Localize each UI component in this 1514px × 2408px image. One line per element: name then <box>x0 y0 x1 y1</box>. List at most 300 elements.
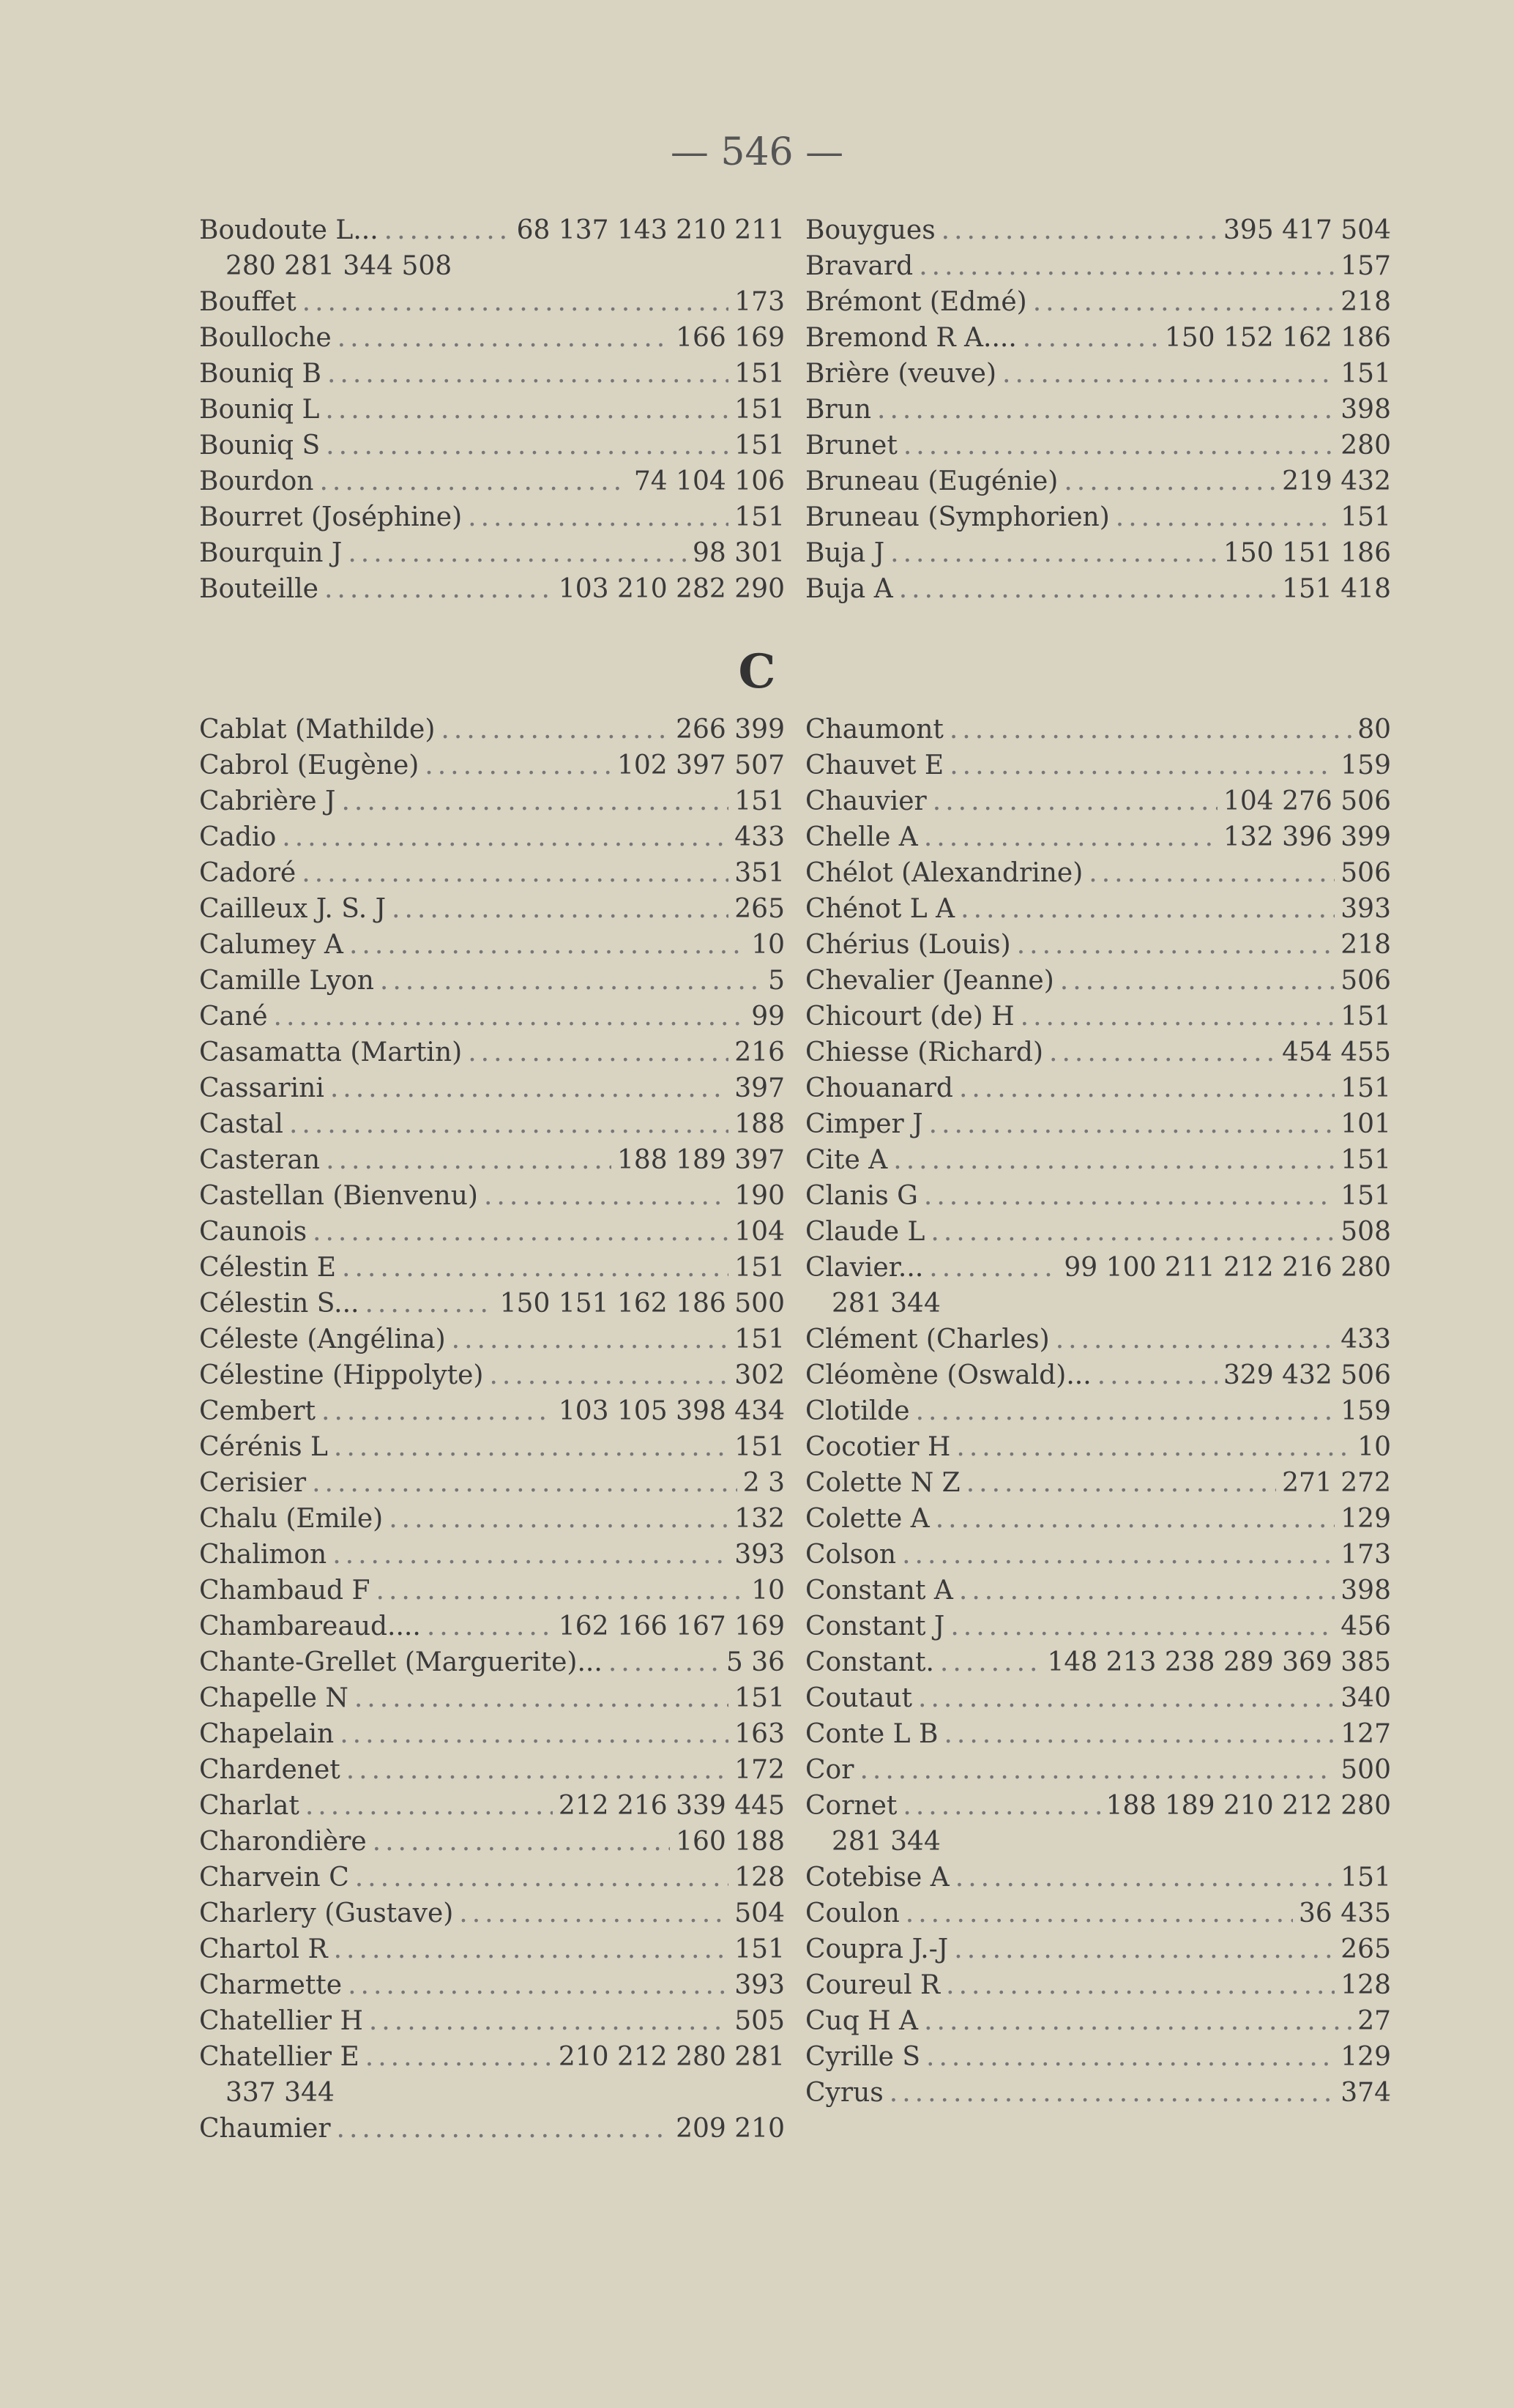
dot-leader <box>337 2111 671 2147</box>
index-entry-line <box>805 1178 1391 1214</box>
dot-leader <box>608 1644 720 1680</box>
dot-leader <box>933 783 1217 819</box>
index-entry-pages: 219 432 <box>1282 466 1391 496</box>
dot-leader <box>859 1752 1335 1788</box>
index-entry-name: Clotilde <box>805 1396 910 1426</box>
index-entry <box>199 1429 785 1465</box>
index-entry-line <box>805 2039 1391 2075</box>
index-entry-pages: 210 212 280 281 <box>558 2042 785 2072</box>
index-entry-line <box>805 1106 1391 1142</box>
index-entry <box>805 1035 1391 1070</box>
dot-leader <box>305 1788 553 1824</box>
index-entry-pages: 2 3 <box>742 1468 785 1498</box>
index-entry <box>805 1393 1391 1429</box>
dot-leader <box>940 1644 1042 1680</box>
index-entry-line <box>199 1322 785 1357</box>
index-entry <box>199 356 785 392</box>
index-entry <box>805 1214 1391 1250</box>
index-entry-pages: 104 276 506 <box>1223 786 1391 816</box>
index-entry-pages: 395 417 504 <box>1223 215 1391 245</box>
index-entry <box>805 999 1391 1035</box>
dot-leader <box>1002 356 1335 392</box>
index-entry <box>199 712 785 748</box>
index-entry-name: Chambaud F <box>199 1576 370 1606</box>
dot-leader <box>327 356 728 392</box>
index-entry <box>199 2111 785 2147</box>
index-entry <box>199 1501 785 1537</box>
index-entry-pages: 151 <box>1340 1181 1391 1211</box>
index-entry-name: Cadio <box>199 822 277 852</box>
index-entry-name: Cabrière J <box>199 786 336 816</box>
index-entry <box>805 1788 1391 1860</box>
index-entry-line <box>199 1106 785 1142</box>
index-entry <box>199 855 785 891</box>
index-entry-line <box>199 1716 785 1752</box>
index-entry-name: Casamatta (Martin) <box>199 1037 463 1067</box>
index-entry-name: Charlat <box>199 1791 299 1821</box>
dot-leader <box>332 1537 728 1573</box>
index-entry <box>805 284 1391 320</box>
index-entry-pages: 506 <box>1340 966 1391 996</box>
dot-leader <box>893 1142 1335 1178</box>
index-entry-name: Constant A <box>805 1576 953 1606</box>
index-entry-name: Célestine (Hippolyte) <box>199 1360 484 1390</box>
index-entry <box>805 571 1391 607</box>
index-entry-pages: 456 <box>1340 1611 1391 1641</box>
index-entry-line <box>805 1609 1391 1644</box>
index-entry-pages: 393 <box>734 1540 785 1570</box>
index-entry-line <box>199 284 785 320</box>
index-entry-line <box>805 1752 1391 1788</box>
index-entry <box>805 212 1391 248</box>
dot-leader <box>924 819 1217 855</box>
index-entry-name: Chalu (Emile) <box>199 1504 384 1534</box>
index-entry-name: Chardenet <box>199 1755 340 1785</box>
index-entry-line <box>199 1931 785 1967</box>
index-entry-pages: 212 216 339 445 <box>558 1791 785 1821</box>
index-entry-pages: 506 <box>1340 858 1391 888</box>
index-entry-line <box>199 2111 785 2147</box>
dot-leader <box>1116 499 1335 535</box>
index-entry-line <box>805 1070 1391 1106</box>
index-entry-name: Chelle A <box>805 822 918 852</box>
index-entry-pages: 188 189 397 <box>616 1145 785 1175</box>
dot-leader <box>936 1501 1335 1537</box>
index-entry-line <box>805 356 1391 392</box>
index-entry-line <box>199 463 785 499</box>
index-entry-pages: 10 <box>1357 1432 1391 1462</box>
index-entry <box>199 535 785 571</box>
index-entry <box>199 1573 785 1609</box>
dot-leader <box>929 1250 1058 1286</box>
index-entry-name: Cerisier <box>199 1468 307 1498</box>
dot-leader <box>334 1931 729 1967</box>
index-entry-pages: 151 <box>1340 1145 1391 1175</box>
dot-leader <box>302 855 728 891</box>
dot-leader <box>959 1070 1335 1106</box>
dot-leader <box>1089 855 1335 891</box>
index-entry-pages: 104 <box>734 1217 785 1247</box>
index-entry-name: Chalimon <box>199 1540 327 1570</box>
dot-leader <box>274 999 746 1035</box>
index-entry-name: Bouteille <box>199 574 318 604</box>
index-entry-line <box>805 1573 1391 1609</box>
index-entry-line <box>199 392 785 428</box>
index-entry-name: Chapelle N <box>199 1683 348 1713</box>
dot-leader <box>376 1573 746 1609</box>
index-entry-name: Cembert <box>199 1396 316 1426</box>
dot-leader <box>459 1896 728 1931</box>
index-entry-line <box>805 1142 1391 1178</box>
index-entry <box>805 748 1391 783</box>
index-entry-name: Bourdon <box>199 466 314 496</box>
index-entry-name: Cérénis L <box>199 1432 328 1462</box>
index-entry-name: Charondière <box>199 1827 367 1857</box>
dot-leader <box>282 819 728 855</box>
index-entry <box>805 356 1391 392</box>
index-entry <box>199 1142 785 1178</box>
index-entry-line <box>805 571 1391 607</box>
index-entry-pages-continued: 281 344 <box>832 1827 941 1857</box>
index-entry <box>199 1967 785 2003</box>
index-entry-line <box>199 1429 785 1465</box>
dot-leader <box>1023 320 1159 356</box>
dot-leader <box>484 1178 728 1214</box>
index-entry <box>199 1465 785 1501</box>
index-entry-pages: 101 <box>1340 1109 1391 1139</box>
index-entry-pages: 163 <box>734 1719 785 1749</box>
index-entry-name: Célestin E <box>199 1253 337 1283</box>
dot-leader <box>919 248 1335 284</box>
index-entry-line <box>805 1931 1391 1967</box>
index-entry-line <box>199 927 785 963</box>
dot-leader <box>380 963 762 999</box>
index-entry <box>199 1178 785 1214</box>
index-entry-pages: 151 <box>1340 502 1391 532</box>
dot-leader <box>902 1537 1335 1573</box>
index-entry <box>805 2003 1391 2039</box>
index-entry <box>805 1322 1391 1357</box>
section-letter-heading: C <box>738 644 776 699</box>
index-entry-line <box>199 819 785 855</box>
index-entry <box>805 1680 1391 1716</box>
index-entry-pages: 433 <box>734 822 785 852</box>
index-entry-line <box>805 212 1391 248</box>
index-entry-name: Bremond R A.... <box>805 323 1017 353</box>
index-entry-line <box>805 1537 1391 1573</box>
index-entry-name: Charvein C <box>199 1863 349 1893</box>
index-entry-name: Cadoré <box>199 858 297 888</box>
index-entry-pages: 374 <box>1340 2078 1391 2108</box>
index-entry-name: Cléomène (Oswald)... <box>805 1360 1092 1390</box>
index-entry-line <box>199 1788 785 1824</box>
index-entry <box>805 1501 1391 1537</box>
index-entry-line <box>805 963 1391 999</box>
index-entry-line <box>805 1357 1391 1393</box>
index-entry-pages: 150 152 162 186 <box>1164 323 1391 353</box>
index-entry <box>805 1357 1391 1393</box>
index-entry-pages: 393 <box>734 1970 785 2000</box>
index-entry-pages: 127 <box>1340 1719 1391 1749</box>
dot-leader <box>319 463 627 499</box>
dot-leader <box>950 748 1335 783</box>
index-entry <box>199 1609 785 1644</box>
index-entry-name: Chevalier (Jeanne) <box>805 966 1054 996</box>
dot-leader <box>946 1967 1335 2003</box>
dot-leader <box>916 1393 1335 1429</box>
index-entry-pages: 151 <box>734 1253 785 1283</box>
index-entry-line <box>805 1788 1391 1824</box>
index-entry <box>199 1788 785 1824</box>
index-entry-line <box>805 819 1391 855</box>
index-entry <box>199 2003 785 2039</box>
index-entry-name: Chapelain <box>199 1719 335 1749</box>
index-entry-name: Boudoute L... <box>199 215 378 245</box>
index-entry <box>805 855 1391 891</box>
index-entry-name: Bourret (Joséphine) <box>199 502 463 532</box>
index-entry-line <box>199 1501 785 1537</box>
index-entry-name: Chante-Grellet (Marguerite)... <box>199 1647 603 1677</box>
dot-leader <box>369 2003 728 2039</box>
index-entry <box>805 891 1391 927</box>
dot-leader <box>312 1465 737 1501</box>
dot-leader <box>365 2039 553 2075</box>
dot-leader <box>1056 1322 1335 1357</box>
index-entry-pages: 500 <box>1340 1755 1391 1785</box>
index-entry-name: Caunois <box>199 1217 307 1247</box>
index-entry <box>199 891 785 927</box>
index-entry-line <box>199 2003 785 2039</box>
index-entry-pages-continued: 337 344 <box>225 2078 335 2108</box>
index-entry-pages: 266 399 <box>676 715 785 745</box>
dot-leader <box>1097 1357 1217 1393</box>
index-entry-name: Brunet <box>805 430 898 461</box>
index-entry <box>805 1070 1391 1106</box>
dot-leader <box>966 1465 1276 1501</box>
index-entry-name: Céleste (Angélina) <box>199 1324 446 1354</box>
dot-leader <box>441 712 670 748</box>
index-entry <box>805 1860 1391 1896</box>
index-entry <box>199 2039 785 2111</box>
index-entry-pages: 132 <box>734 1504 785 1534</box>
index-entry-line <box>199 571 785 607</box>
index-entry-pages: 280 <box>1340 430 1391 461</box>
index-entry-pages: 151 418 <box>1282 574 1391 604</box>
index-entry-name: Bouniq S <box>199 430 321 461</box>
dot-leader <box>961 891 1335 927</box>
index-entry <box>805 2039 1391 2075</box>
page-number: — 546 — <box>670 130 844 174</box>
index-column-b-left <box>199 212 785 607</box>
index-entry-name: Chérius (Louis) <box>805 930 1011 960</box>
index-entry-pages: 5 <box>768 966 785 996</box>
index-entry-line <box>805 428 1391 463</box>
index-entry-pages: 398 <box>1340 1576 1391 1606</box>
dot-leader <box>373 1824 670 1860</box>
index-entry-line <box>805 1465 1391 1501</box>
index-entry-name: Chélot (Alexandrine) <box>805 858 1084 888</box>
index-entry-pages: 151 <box>734 359 785 389</box>
dot-leader <box>326 428 728 463</box>
index-entry-pages: 27 <box>1357 2006 1391 2036</box>
index-entry-line <box>805 891 1391 927</box>
index-entry-pages: 151 <box>734 1683 785 1713</box>
index-entry-pages: 129 <box>1340 1504 1391 1534</box>
index-entry-name: Coureul R <box>805 1970 941 2000</box>
dot-leader <box>452 1322 729 1357</box>
dot-leader <box>1033 284 1335 320</box>
index-entry-line <box>805 1644 1391 1680</box>
index-entry-line <box>805 1214 1391 1250</box>
index-entry-name: Cite A <box>805 1145 888 1175</box>
dot-leader <box>959 1573 1335 1609</box>
index-entry-pages: 216 <box>734 1037 785 1067</box>
index-entry-pages: 329 432 506 <box>1223 1360 1391 1390</box>
index-entry <box>199 748 785 783</box>
index-entry <box>805 783 1391 819</box>
index-entry-line <box>805 1680 1391 1716</box>
dot-leader <box>489 1357 728 1393</box>
dot-leader <box>1064 463 1276 499</box>
index-entry <box>805 1967 1391 2003</box>
index-entry <box>805 1537 1391 1573</box>
index-entry-name: Coulon <box>805 1898 900 1928</box>
index-entry-line <box>805 927 1391 963</box>
index-entry-line <box>199 499 785 535</box>
index-entry-line <box>805 1896 1391 1931</box>
index-entry-pages: 151 <box>1340 1073 1391 1103</box>
index-entry-line <box>805 1860 1391 1896</box>
index-entry <box>199 1680 785 1716</box>
index-entry-line <box>805 499 1391 535</box>
index-entry <box>805 1896 1391 1931</box>
index-entry <box>199 1214 785 1250</box>
index-entry <box>805 1931 1391 1967</box>
index-entry <box>199 819 785 855</box>
index-entry-pages: 504 <box>734 1898 785 1928</box>
index-entry-name: Clanis G <box>805 1181 918 1211</box>
index-entry-pages: 10 <box>751 930 785 960</box>
dot-leader <box>313 1214 728 1250</box>
index-entry-name: Claude L <box>805 1217 925 1247</box>
index-entry-line <box>805 1250 1391 1286</box>
index-entry-name: Bouniq L <box>199 395 320 425</box>
index-entry-name: Buja J <box>805 538 885 568</box>
index-entry-line <box>199 1070 785 1106</box>
index-entry-pages: 398 <box>1340 395 1391 425</box>
dot-leader <box>950 712 1351 748</box>
index-entry-pages: 162 166 167 169 <box>558 1611 785 1641</box>
index-entry-name: Cabrol (Eugène) <box>199 750 419 780</box>
index-entry-name: Clavier... <box>805 1253 924 1283</box>
index-entry-line <box>199 1178 785 1214</box>
index-entry-pages: 151 <box>1340 1002 1391 1032</box>
index-entry <box>199 1896 785 1931</box>
index-entry <box>805 1178 1391 1214</box>
dot-leader <box>348 1967 728 2003</box>
dot-leader <box>355 1860 729 1896</box>
index-entry <box>805 248 1391 284</box>
index-entry-pages: 209 210 <box>676 2114 785 2144</box>
index-entry-name: Colette A <box>805 1504 930 1534</box>
index-entry-pages: 508 <box>1340 1217 1391 1247</box>
index-entry-pages: 433 <box>1340 1324 1391 1354</box>
index-entry-name: Clément (Charles) <box>805 1324 1050 1354</box>
index-entry <box>805 428 1391 463</box>
index-entry-name: Chartol R <box>199 1934 328 1964</box>
index-entry-line <box>199 1250 785 1286</box>
index-entry-pages: 10 <box>751 1576 785 1606</box>
index-entry-pages: 151 <box>734 395 785 425</box>
index-entry-name: Cocotier H <box>805 1432 951 1462</box>
index-entry-line <box>805 2075 1391 2111</box>
index-entry-line <box>199 783 785 819</box>
index-entry-pages: 454 455 <box>1282 1037 1391 1067</box>
index-entry-name: Chaumier <box>199 2114 331 2144</box>
dot-leader <box>425 748 611 783</box>
index-entry-line <box>199 212 785 248</box>
index-entry-pages: 151 <box>734 430 785 461</box>
dot-leader <box>289 1106 728 1142</box>
index-entry <box>199 1250 785 1286</box>
index-entry-name: Cablat (Mathilde) <box>199 715 436 745</box>
index-entry-name: Castellan (Bienvenu) <box>199 1181 478 1211</box>
dot-leader <box>349 927 745 963</box>
index-entry-line <box>805 712 1391 748</box>
index-entry-line <box>199 428 785 463</box>
index-entry-line <box>805 855 1391 891</box>
dot-leader <box>924 2003 1351 2039</box>
index-entry-pages: 340 <box>1340 1683 1391 1713</box>
dot-leader <box>325 392 728 428</box>
index-entry-name: Cornet <box>805 1791 898 1821</box>
index-entry-pages: 173 <box>1340 1540 1391 1570</box>
index-entry <box>805 1573 1391 1609</box>
index-entry-line <box>199 891 785 927</box>
dot-leader <box>340 1716 728 1752</box>
index-entry-line <box>199 1214 785 1250</box>
index-entry <box>199 571 785 607</box>
index-entry-name: Constant. <box>805 1647 934 1677</box>
index-entry <box>199 1322 785 1357</box>
dot-leader <box>955 1860 1335 1896</box>
index-entry-line <box>805 783 1391 819</box>
dot-leader <box>341 783 728 819</box>
index-entry-pages: 160 188 <box>676 1827 785 1857</box>
index-entry-line <box>199 1286 785 1322</box>
index-entry-line <box>199 999 785 1035</box>
dot-leader <box>354 1680 728 1716</box>
index-entry-line <box>805 1967 1391 2003</box>
index-entry-name: Bruneau (Eugénie) <box>805 466 1059 496</box>
index-entry <box>199 428 785 463</box>
dot-leader <box>324 571 553 607</box>
index-entry-line <box>805 2003 1391 2039</box>
index-entry-name: Chatellier E <box>199 2042 359 2072</box>
index-entry-name: Coupra J.-J <box>805 1934 949 1964</box>
index-entry-line <box>805 1393 1391 1429</box>
index-entry <box>199 1931 785 1967</box>
dot-leader <box>302 284 729 320</box>
dot-leader <box>389 1501 728 1537</box>
index-entry-name: Cuq H A <box>805 2006 919 2036</box>
index-entry <box>199 1860 785 1896</box>
index-entry-name: Chaumont <box>805 715 944 745</box>
dot-leader <box>944 1716 1335 1752</box>
index-entry-line <box>805 1035 1391 1070</box>
index-entry-pages: 80 <box>1357 715 1391 745</box>
index-entry-pages: 190 <box>734 1181 785 1211</box>
